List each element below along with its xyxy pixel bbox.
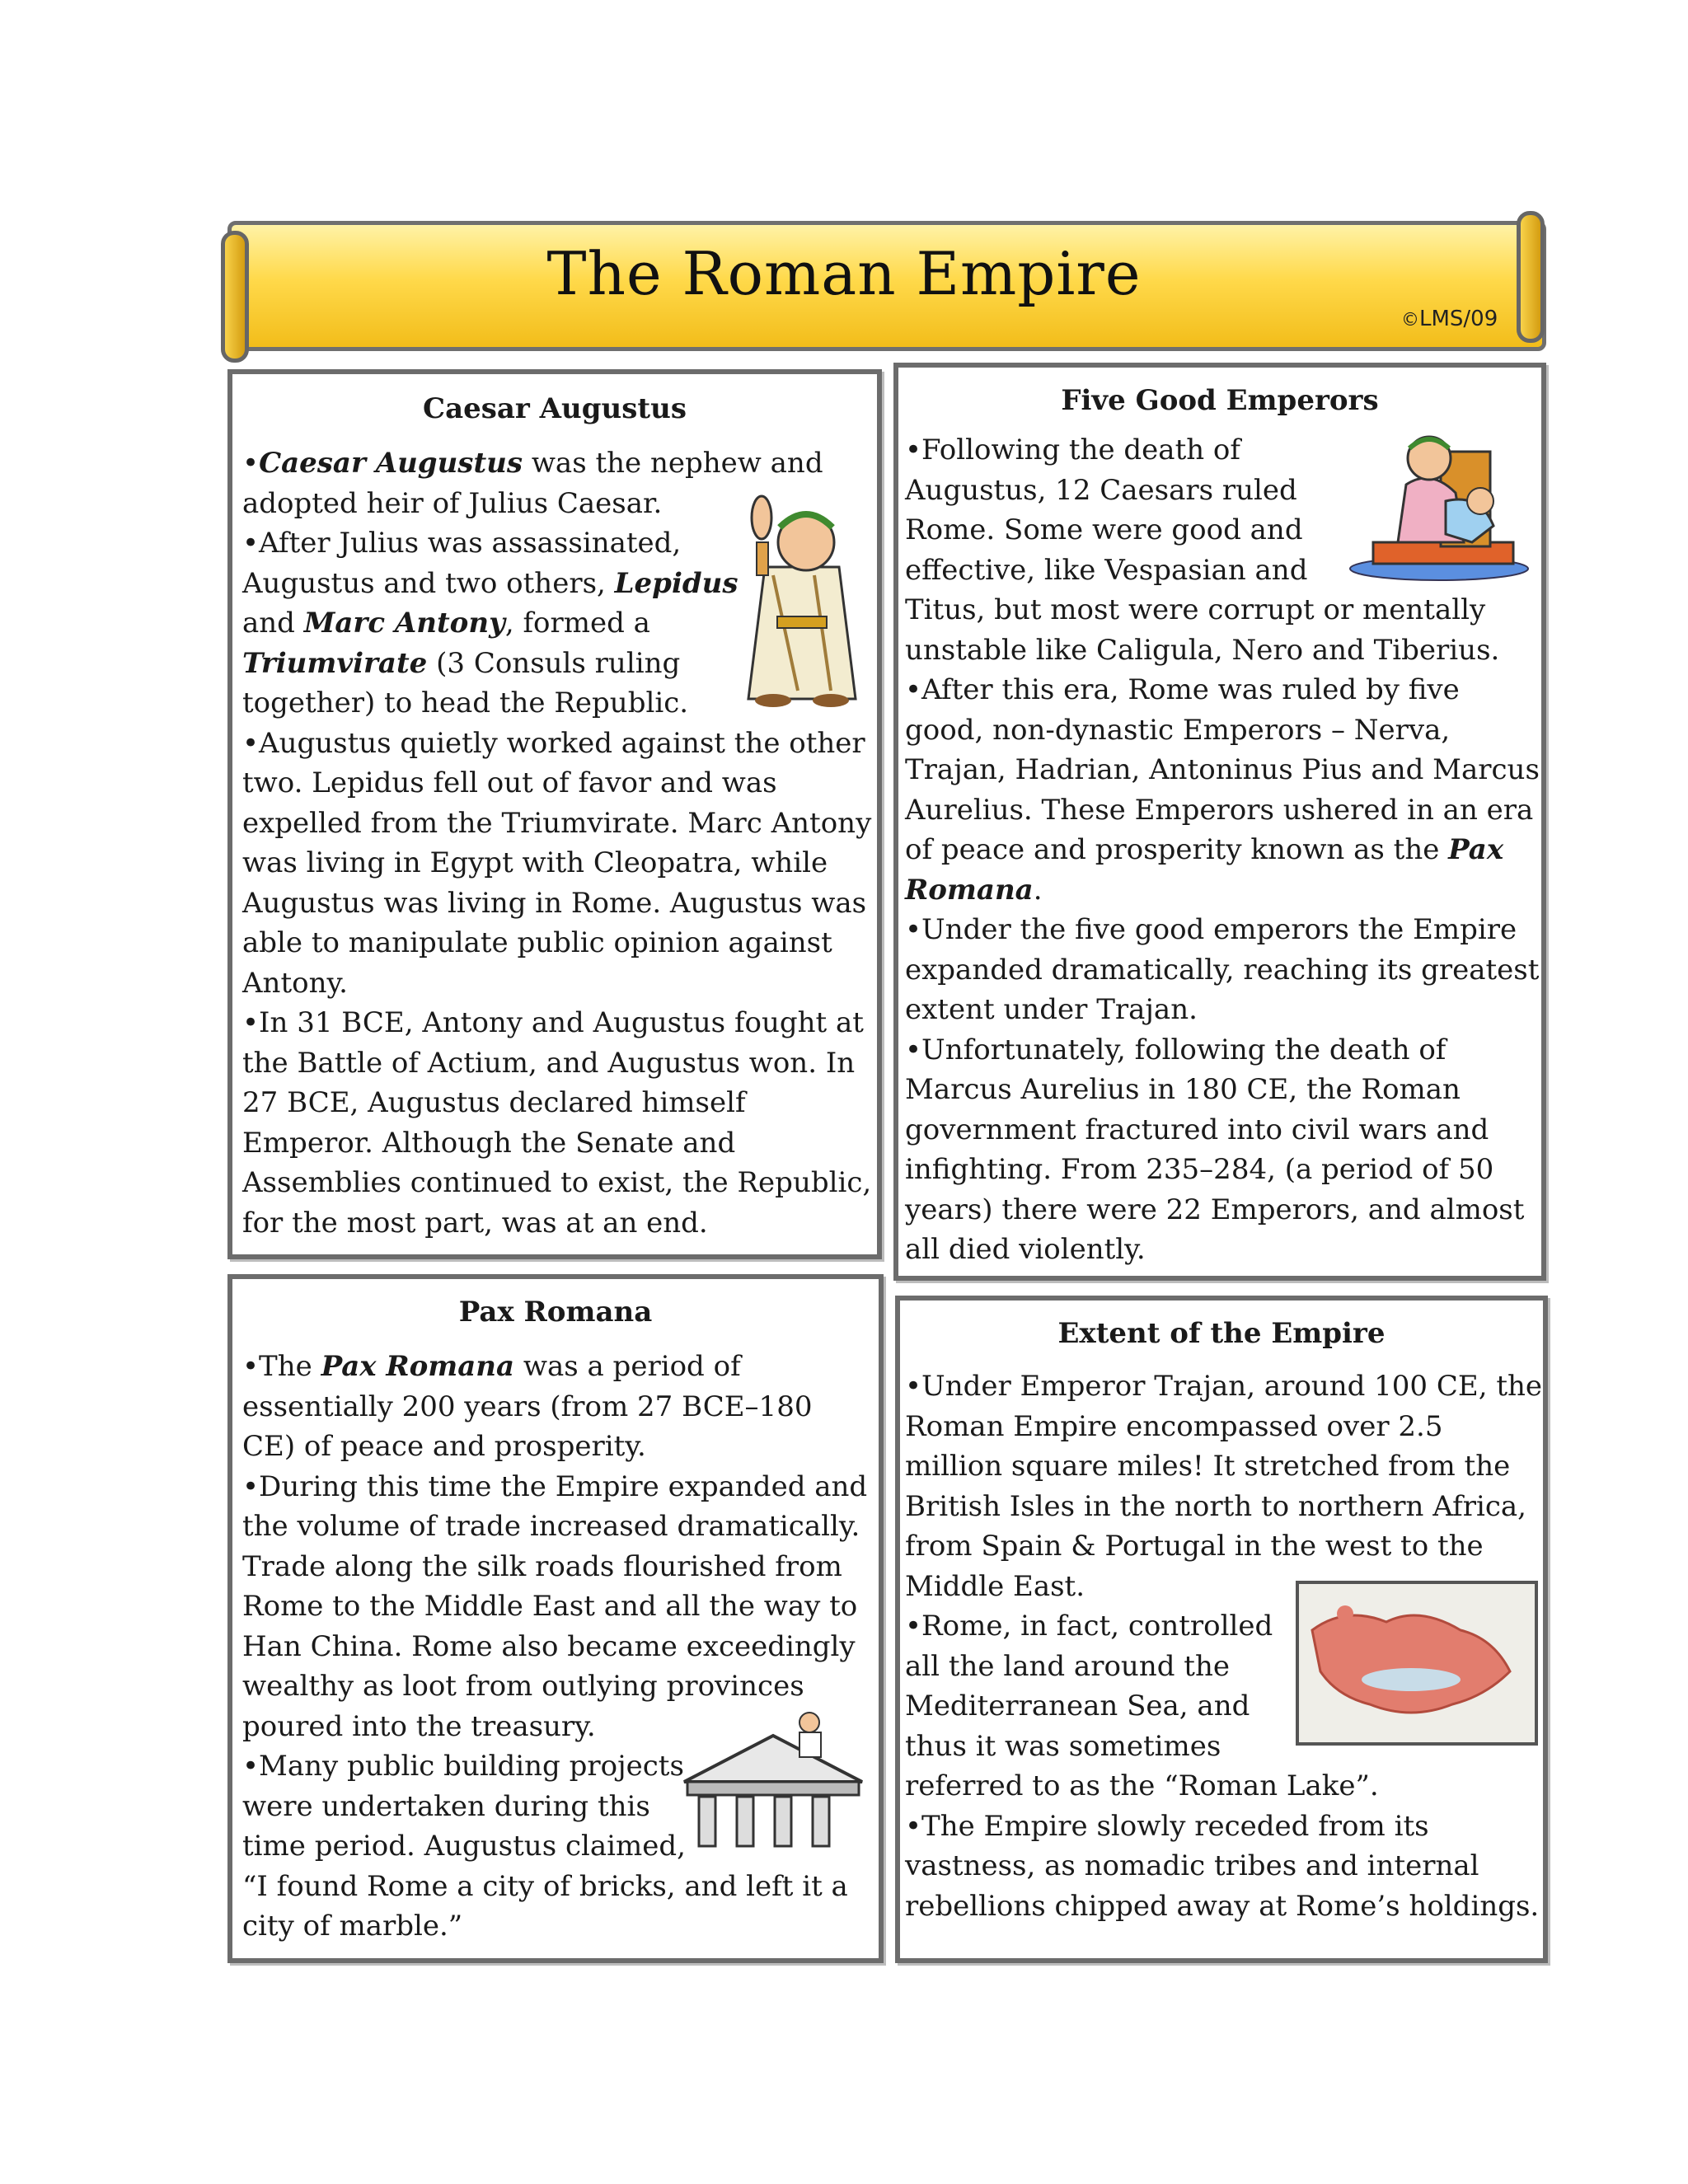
text-line: Rome to the Middle East and all the way to bbox=[242, 1590, 858, 1623]
text-line: expelled from the Triumvirate. Marc Antony bbox=[242, 806, 872, 840]
text-line: expanded dramatically, reaching its greatest bbox=[905, 953, 1540, 987]
text-line: Antony. bbox=[242, 966, 348, 1000]
text-line: Assemblies continued to exist, the Republic, bbox=[242, 1166, 872, 1199]
text-line: was living in Egypt with Cleopatra, while bbox=[242, 846, 828, 879]
text-line: together) to head the Republic. bbox=[242, 687, 689, 719]
text-line: extent under Trajan. bbox=[905, 993, 1198, 1026]
text-line: Middle East. bbox=[905, 1569, 1085, 1603]
text-line: Romana. bbox=[905, 873, 1043, 907]
text-line: Rome. Some were good and bbox=[905, 513, 1303, 546]
text-line: Aurelius. These Emperors ushered in an era bbox=[905, 793, 1534, 827]
text-line: two. Lepidus fell out of favor and was bbox=[242, 766, 777, 799]
text-line: able to manipulate public opinion against bbox=[242, 926, 832, 959]
text-line: good, non-dynastic Emperors – Nerva, bbox=[905, 713, 1451, 747]
text-line: adopted heir of Julius Caesar. bbox=[242, 486, 663, 520]
key-term: Pax bbox=[1448, 833, 1504, 866]
empire-map-illustration bbox=[1296, 1581, 1538, 1746]
text-line: infighting. From 235–284, (a period of 50 bbox=[905, 1153, 1494, 1186]
text-line: Triumvirate (3 Consuls ruling bbox=[242, 646, 681, 680]
text-line: all the land around the bbox=[905, 1649, 1230, 1683]
copyright-text: LMS/09 bbox=[1419, 307, 1498, 331]
text-line: effective, like Vespasian and bbox=[905, 553, 1308, 587]
text-line: time period. Augustus claimed, bbox=[242, 1830, 686, 1863]
text-line: •In 31 BCE, Antony and Augustus fought at bbox=[242, 1006, 864, 1039]
text-line: Augustus was living in Rome. Augustus was bbox=[242, 886, 867, 920]
section-title: Extent of the Empire bbox=[1057, 1317, 1386, 1350]
text-line: British Isles in the north to northern Africa, bbox=[905, 1489, 1526, 1523]
text-line: Trade along the silk roads flourished from bbox=[242, 1549, 842, 1583]
text-line: •Many public building projects bbox=[242, 1750, 684, 1783]
text-line: wealthy as loot from outlying provinces bbox=[242, 1670, 804, 1703]
section-pax-romana bbox=[227, 1274, 884, 1963]
text-line: referred to as the “Roman Lake”. bbox=[905, 1769, 1379, 1802]
section-title: Pax Romana bbox=[458, 1296, 653, 1329]
text-line: city of marble.” bbox=[242, 1910, 463, 1943]
key-term: Triumvirate bbox=[242, 646, 428, 680]
text-line: the volume of trade increased dramatically. bbox=[242, 1510, 860, 1543]
text-line: of peace and prosperity known as the Pax bbox=[905, 833, 1504, 866]
text-line: Roman Empire encompassed over 2.5 bbox=[905, 1409, 1443, 1443]
text-line: Titus, but most were corrupt or mentally bbox=[905, 593, 1486, 626]
augustus-illustration bbox=[732, 493, 872, 709]
text-line: and Marc Antony, formed a bbox=[242, 607, 650, 640]
text-line: Augustus and two others, Lepidus bbox=[242, 566, 738, 600]
text-line: Mediterranean Sea, and bbox=[905, 1690, 1250, 1722]
text-line: all died violently. bbox=[905, 1233, 1146, 1266]
text-line: •Under the five good emperors the Empire bbox=[905, 913, 1517, 946]
key-term: Caesar Augustus bbox=[259, 447, 523, 480]
text-line: Emperor. Although the Senate and bbox=[242, 1126, 736, 1160]
key-term: Romana bbox=[905, 873, 1034, 907]
text-line: •The Empire slowly receded from its bbox=[905, 1809, 1429, 1843]
text-line: Augustus, 12 Caesars ruled bbox=[905, 473, 1297, 507]
text-line: thus it was sometimes bbox=[905, 1729, 1221, 1763]
key-term: Pax Romana bbox=[321, 1350, 515, 1383]
text-line: Trajan, Hadrian, Antoninus Pius and Marcus bbox=[905, 753, 1540, 786]
text-line: government fractured into civil wars and bbox=[905, 1113, 1489, 1146]
text-line: from Spain & Portugal in the west to the bbox=[905, 1530, 1484, 1563]
copyright-label bbox=[1401, 307, 1498, 331]
text-line: •The Pax Romana was a period of bbox=[242, 1350, 741, 1383]
text-line: rebellions chipped away at Rome’s holdings. bbox=[905, 1889, 1540, 1923]
section-title: Five Good Emperors bbox=[1061, 384, 1379, 417]
section-title: Caesar Augustus bbox=[423, 392, 687, 425]
text-line: •Caesar Augustus was the nephew and bbox=[242, 447, 823, 480]
text-line: were undertaken during this bbox=[242, 1789, 650, 1823]
text-line: million square miles! It stretched from the bbox=[905, 1450, 1511, 1483]
text-line: essentially 200 years (from 27 BCE–180 bbox=[242, 1390, 813, 1423]
text-line: the Battle of Actium, and Augustus won. In bbox=[242, 1046, 856, 1080]
section-body bbox=[242, 1347, 882, 1947]
page-title: The Roman Empire bbox=[546, 239, 1142, 308]
temple-illustration bbox=[679, 1711, 867, 1856]
text-line: •Unfortunately, following the death of bbox=[905, 1033, 1447, 1066]
key-term: Marc Antony bbox=[303, 607, 505, 640]
text-line: unstable like Caligula, Nero and Tiberius. bbox=[905, 633, 1500, 667]
text-line: “I found Rome a city of bricks, and left it a bbox=[242, 1869, 848, 1903]
text-line: •After this era, Rome was ruled by five bbox=[905, 673, 1460, 706]
text-line: •Following the death of bbox=[905, 434, 1240, 466]
text-line: •During this time the Empire expanded and bbox=[242, 1469, 868, 1503]
text-line: •Under Emperor Trajan, around 100 CE, the bbox=[905, 1370, 1543, 1403]
text-line: Marcus Aurelius in 180 CE, the Roman bbox=[905, 1073, 1461, 1106]
text-line: Han China. Rome also became exceedingly bbox=[242, 1629, 856, 1663]
text-line: •Rome, in fact, controlled bbox=[905, 1610, 1273, 1643]
copyright-icon: © bbox=[1401, 310, 1419, 330]
text-line: CE) of peace and prosperity. bbox=[242, 1430, 646, 1463]
key-term: Lepidus bbox=[614, 566, 738, 600]
text-line: for the most part, was at an end. bbox=[242, 1206, 708, 1240]
text-line: 27 BCE, Augustus declared himself bbox=[242, 1086, 746, 1119]
text-line: vastness, as nomadic tribes and internal bbox=[905, 1849, 1479, 1882]
text-line: •After Julius was assassinated, bbox=[242, 527, 682, 560]
text-line: years) there were 22 Emperors, and almost bbox=[905, 1193, 1525, 1226]
emperor-illustration bbox=[1348, 419, 1531, 583]
text-line: poured into the treasury. bbox=[242, 1709, 596, 1743]
text-line: •Augustus quietly worked against the other bbox=[242, 726, 865, 760]
